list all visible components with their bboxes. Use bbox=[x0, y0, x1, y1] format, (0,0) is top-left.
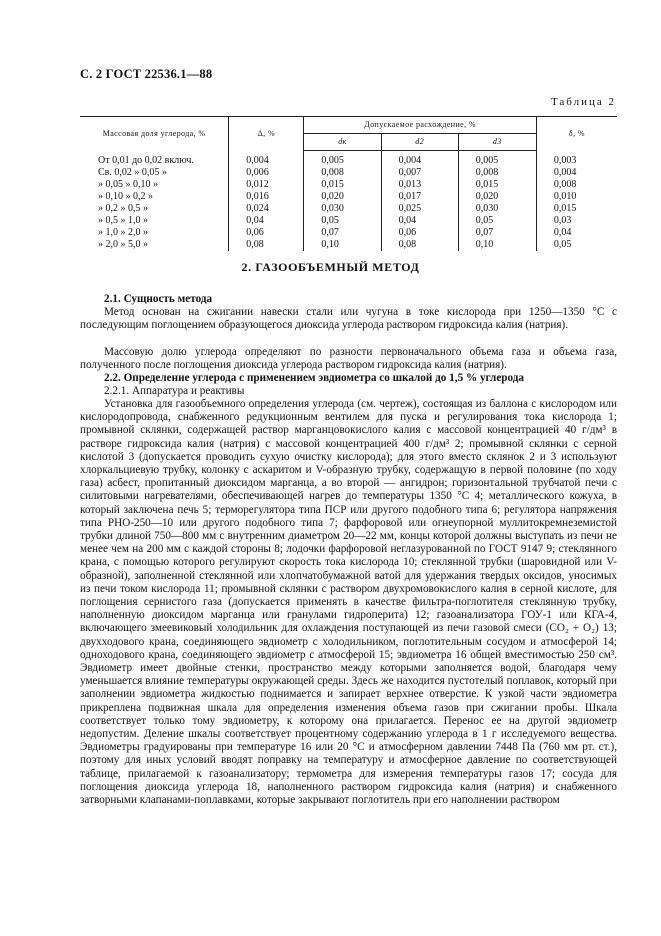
cell-sigma: 0,03 bbox=[553, 215, 572, 226]
cell-d3: 0,015 bbox=[458, 179, 536, 191]
col-d2-header: d2 bbox=[381, 134, 458, 151]
cell-d1: 0,015 bbox=[304, 179, 381, 191]
cell-d2: 0,04 bbox=[381, 215, 458, 227]
cell-d1: 0,10 bbox=[304, 239, 381, 251]
col-d3-header: d3 bbox=[458, 134, 536, 151]
cell-label: » 0,5 » 1,0 » bbox=[80, 215, 229, 227]
cell-d1: 0,030 bbox=[304, 203, 381, 215]
subsection-2-1-paragraph-2: Массовую долю углерода определяют по разности первоначального объема газа и объема газа, полученного после поглощения диоксида углерода раствором гидроксида калия (натрия). bbox=[80, 346, 617, 372]
subsection-2-2-title: 2.2. Определение углерода с применением эвдиометра со шкалой до 1,5 % углерода bbox=[104, 372, 525, 384]
cell-label: Св. 0,02 » 0,05 » bbox=[80, 167, 229, 179]
page-header: С. 2 ГОСТ 22536.1—88 bbox=[80, 67, 213, 81]
cell-d3: 0,008 bbox=[458, 167, 536, 179]
carbon-tolerance-table bbox=[80, 116, 617, 251]
col-mass-header: Массовая доля углерода, % bbox=[80, 117, 229, 151]
cell-label: От 0,01 до 0,02 включ. bbox=[80, 151, 229, 168]
cell-label: » 0,10 » 0,2 » bbox=[80, 191, 229, 203]
table-row bbox=[80, 151, 617, 168]
table-row bbox=[80, 203, 617, 215]
cell-sigma: 0,04 bbox=[553, 227, 572, 238]
cell-delta: 0,08 bbox=[229, 239, 304, 251]
cell-delta: 0,04 bbox=[229, 215, 304, 227]
subsection-2-1-title: 2.1. Сущность метода bbox=[104, 293, 213, 305]
cell-sigma: 0,05 bbox=[553, 239, 572, 250]
cell-d1: 0,07 bbox=[304, 227, 381, 239]
table-row bbox=[80, 227, 617, 239]
cell-d2: 0,007 bbox=[381, 167, 458, 179]
cell-d1: 0,005 bbox=[304, 151, 381, 168]
section-title: 2. ГАЗООБЪЕМНЫЙ МЕТОД bbox=[241, 260, 420, 274]
subsection-2-1-paragraph-1: Метод основан на сжигании навески стали или чугуна в токе кислорода при 1250—1350 °С с последующим поглощением образующегося диоксида углерода раствором гидроксида калия (натрия). bbox=[80, 306, 617, 332]
subsection-2-2-1-title: 2.2.1. Аппаратура и реактивы bbox=[104, 385, 245, 397]
cell-delta: 0,004 bbox=[229, 151, 304, 168]
subsection-2-2-1-body: Установка для газообъемного определения углерода (см. чертеж), состоящая из баллона с кислородом или кислородопровода, снабженного редукционным вентилем для пуска и регулирования тока кислорода 1; промывной склянки, содержащей раствор марганцовокислого калия с массовой концентрацией 40 г/дм³ в растворе гидроксида калия (натрия) с массовой концентрацией 400 г/дм³ 2; промывной склянки с серной кислотой 3 (допускается проводить сухую очистку кислорода); для этого вместо склянок 2 и 3 используют хлоркальциевую трубку, колонку с аскаритом и V-образную трубку, содержащую в первой половине (по ходу газа) асбест, пропитанный диоксидом марганца, а во второй — ангидрон; горизонтальной трубчатой печи с силитовыми нагревателями, обеспечивающей нагрев до температуры 1350 °С 4; металлического кожуха, в который заключена печь 5; терморегулятора типа ПСР или другого подобного типа 6; регулятора напряжения типа РНО-250—10 или другого подобного типа 7; фарфоровой или огнеупорной муллитокремнеземистой трубки длиной 750—800 мм с внутренним диаметром 20—22 мм, концы которой должны выступать из печи не менее чем на 200 мм с каждой стороны 8; лодочки фарфоровой неглазурованной по ГОСТ 9147 9; стеклянного крана, с помощью которого регулируют скорость тока кислорода 10; стеклянной трубки (шаровидной или V-образной), заполненной стеклянной или хлопчатобумажной ватой для удержания твердых оксидов, уносимых из печи током кислорода 11; промывной склянки с раствором двухромовокислого калия в серной кислоте, для поглощения сернистого газа (допускается применять в качестве фильтра-поглотителя стеклянную трубку, наполненную диоксидом марганца или гранулами гидроперита) 12; газоанализатора ГОУ-1 или КГА-4, включающего змеевиковый холодильник для охлаждения поступающей из печи газовой смеси (СО₂ + О₂) 13; двухходового крана, соединяющего эвдиометр с холодильником, поглотительным сосудом и атмосферой 14; одноходового крана, соединяющего эвдиометр с атмосферой 15; эвдиометра 16 общей вместимостью 250 см³. Эвдиометр имеет двойные стенки, пространство между которыми заполняется водой, благодаря чему уменьшается влияние температуры окружающей среды. Здесь же находится пустотелый поплавок, который при заполнении эвдиометра жидкостью поднимается и запирает верхнее отверстие. К узкой части эвдиометра прикреплена подвижная шкала для определения изменения объема газов при сжигании пробы. Шкала соответствует только тому эвдиометру, к которому она прилагается. Перенос ее на другой эвдиометр недопустим. Деление шкалы соответствует процентному содержанию углерода в 1 г исследуемого вещества. Эвдиометры градуированы при температуре 16 или 20 °С и атмосферном давлении 7448 Па (760 мм рт. ст.), поэтому для иных условий вводят поправку на температуру и атмосферное давление по соответствующей таблице, прилагаемой к газоанализатору; термометра для измерения температуры газов 17; сосуда для поглощения диоксида углерода 18, наполненного раствором гидроксида калия (натрия) и снабженного затворными клапанами-поплавками, которые закрывают поглотитель при его наполнении раствором bbox=[80, 398, 617, 807]
cell-sigma: 0,010 bbox=[553, 191, 577, 202]
cell-label: » 0,2 » 0,5 » bbox=[80, 203, 229, 215]
cell-sigma: 0,003 bbox=[553, 154, 577, 166]
cell-sigma: 0,015 bbox=[553, 203, 577, 214]
cell-d3: 0,05 bbox=[458, 215, 536, 227]
cell-sigma: 0,008 bbox=[553, 179, 577, 190]
cell-delta: 0,024 bbox=[229, 203, 304, 215]
cell-d2: 0,013 bbox=[381, 179, 458, 191]
cell-d3: 0,10 bbox=[458, 239, 536, 251]
col-sigma-header: δ, % bbox=[536, 117, 617, 151]
col-d1-header: dк bbox=[304, 134, 381, 151]
cell-sigma: 0,004 bbox=[553, 167, 577, 178]
table-row bbox=[80, 167, 617, 179]
cell-delta: 0,016 bbox=[229, 191, 304, 203]
table-row bbox=[80, 191, 617, 203]
cell-d1: 0,05 bbox=[304, 215, 381, 227]
table-row bbox=[80, 239, 617, 251]
cell-d3: 0,030 bbox=[458, 203, 536, 215]
table-caption: Таблица 2 bbox=[550, 96, 616, 108]
cell-d3: 0,020 bbox=[458, 191, 536, 203]
cell-d3: 0,005 bbox=[458, 151, 536, 168]
cell-d2: 0,08 bbox=[381, 239, 458, 251]
cell-d2: 0,06 bbox=[381, 227, 458, 239]
table-row bbox=[80, 179, 617, 191]
cell-label: » 0,05 » 0,10 » bbox=[80, 179, 229, 191]
cell-d1: 0,020 bbox=[304, 191, 381, 203]
cell-d2: 0,025 bbox=[381, 203, 458, 215]
cell-label: » 1,0 » 2,0 » bbox=[80, 227, 229, 239]
col-delta-header: Δ, % bbox=[229, 117, 304, 151]
col-allowed-header: Допускаемое расхождение, % bbox=[304, 117, 536, 134]
cell-d2: 0,017 bbox=[381, 191, 458, 203]
cell-delta: 0,06 bbox=[229, 227, 304, 239]
table-row bbox=[80, 215, 617, 227]
cell-delta: 0,012 bbox=[229, 179, 304, 191]
cell-d1: 0,008 bbox=[304, 167, 381, 179]
cell-delta: 0,006 bbox=[229, 167, 304, 179]
cell-label: » 2,0 » 5,0 » bbox=[80, 239, 229, 251]
cell-d2: 0,004 bbox=[381, 151, 458, 168]
cell-d3: 0,07 bbox=[458, 227, 536, 239]
